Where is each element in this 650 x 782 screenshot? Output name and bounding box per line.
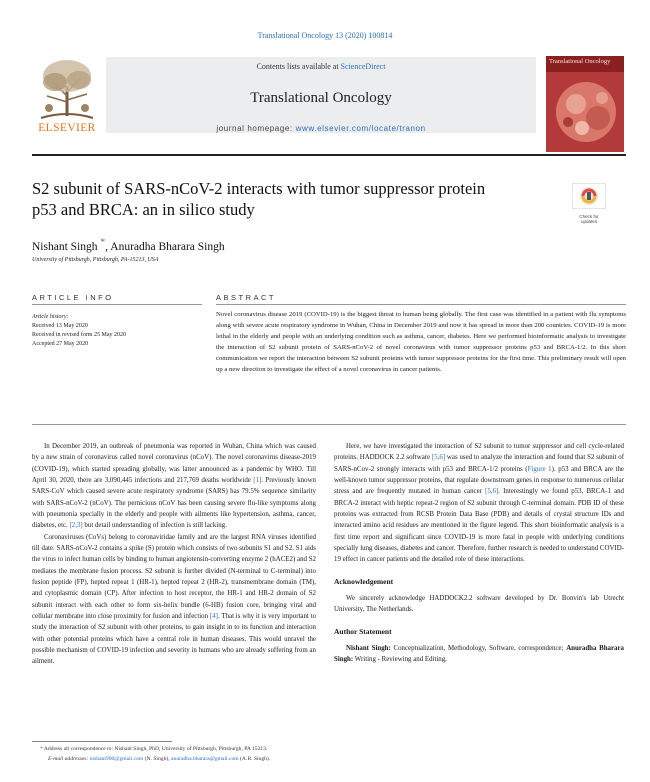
email-label: E-mail addresses:: [48, 756, 89, 762]
email-owner: (N. Singh),: [143, 756, 172, 762]
body-left-column: [32, 441, 316, 668]
author-name[interactable]: Nishant Singh: [32, 240, 98, 253]
correspondence-address: [40, 744, 620, 754]
abstract-text: Novel coronavirus disease 2019 (COVID-19) is the biggest threat to human being globally. The first case was identified in a patient with flu symptoms along with severe acute respiratory syndrome in Wuhan, China in December 2019 and now it has spread in more than 200 countries. COVID-19 is more lethal in the elderly and people with an underlying condition such as asthma, cancer, diabetes. Here we performed bioinformatic analysis to investigate the interaction of S2 subunit protein of SARS-nCoV-2 of novel coronavirus with tumor suppressor proteins p53 and BRCA-1/2. In this short communication we report the interaction between S2 subunit proteins with tumor suppressor proteins for the first time. This preliminary result will open up a new direction to investigate the effect of a novel coronavirus in cancer patients.: [216, 311, 626, 373]
abstract-rule: [216, 304, 626, 305]
homepage-prefix: journal homepage:: [216, 124, 296, 133]
body-text: Here, we have investigated the interaction of S2 subunit to tumor suppressor and cell cycle-related proteins. HADDOCK 2.2 software: [334, 443, 624, 462]
homepage-link[interactable]: www.elsevier.com/locate/tranon: [295, 124, 426, 133]
acknowledgement-heading: Acknowledgement: [334, 576, 394, 586]
citation-link[interactable]: [5,6]: [485, 488, 499, 496]
article-history: [32, 313, 202, 349]
revised-date: Received in revised form 25 May 2020: [32, 332, 126, 338]
citation-link[interactable]: [5,6]: [431, 454, 446, 462]
citation-link[interactable]: [1]: [253, 476, 262, 484]
body-text: . Previously known SARS-CoV which caused severe acute respiratory syndrome (SARS) has 79.5% sequence similarity with SARS-nCoV-2 (nCoV). The pernicious nCoV has been causing severe flu-like symptoms along with pneumonia specially in the elderly and people with ailments like hypertension, asthma, cancer, diabetes, etc.: [32, 476, 316, 530]
body-text: In December 2019, an outbreak of pneumonia was reported in Wuhan, China which was caused by a new strain of coronavirus called novel coronavirus (nCoV). The novel coronavirus disease-2019 (COVID-19), which started spreading globally, was latter announced as a pandemic by WHO. Till April 30, 2020, there are 3,090,445 infections and 217,769 deaths worldwide: [32, 443, 316, 484]
acknowledgement-text: We sincerely acknowledge HADDOCK2.2 software developed by Dr. Bonvin's lab Utrecht University, The Netherlands.: [334, 594, 624, 614]
contributor-name: Nishant Singh:: [346, 644, 391, 652]
body-text: but detail understanding of infection is still lacking.: [82, 522, 227, 530]
contents-prefix: Contents lists available at: [256, 62, 341, 71]
publisher-name[interactable]: ELSEVIER: [38, 122, 96, 134]
contributor-roles: Writing - Reviewing and Editing,: [353, 656, 447, 664]
author-separator: ,: [105, 240, 111, 253]
author-affiliation: University of Pittsburgh, Pittsburgh, PA-15213, USA: [32, 257, 159, 263]
body-paragraph: [32, 441, 316, 532]
address-text: Address all correspondence to: Nishant Singh, PhD, University of Pittsburgh, Pittsburgh, PA 15213.: [42, 746, 268, 752]
body-text: Coronaviruses (CoVs) belong to coronaviridae family and are the largest RNA viruses identified till date. SARS-nCoV-2 contains a spike (S) protein which consists of two subunits S1 and S2. S1 aids the virus to infect human cells by binding to human angiotensin-converting enzyme 2 (hACE2) and S2 mediates the membrane fusion process. S2 subunit is further divided (N-terminal to C-terminal) into fusion peptide (FP), hepted repeat 1 (HR-1), hepted repeat 2 (HR-2), transmembrane domain (TM), and cytoplasmic domain (CP). After infection to host receptor, the HR-1 and HR-2 domain of S2 subunit interact with each other to form six-helix bundle (6-HB) fusion core, bringing viral and cellular membrane into close proximity for fusion and infection: [32, 533, 316, 620]
journal-homepage: [106, 124, 536, 133]
badge-label: Check for updates: [579, 214, 599, 224]
citation-link[interactable]: [2,3]: [69, 522, 83, 530]
body-text: . That is why it is very important to study the interaction of S2 subunit with other proteins, to gain insight in to its function and interaction with other potential proteins which have a central role in human diseases. This would unravel the possible mechanism of COVID-19 infection and severity in humans who are already suffering from an ailment.: [32, 612, 317, 666]
body-right-column: [334, 441, 624, 666]
sciencedirect-link[interactable]: ScienceDirect: [340, 62, 386, 71]
body-paragraph: [334, 441, 624, 566]
figure-link[interactable]: Figure 1: [527, 465, 552, 473]
journal-cover-image[interactable]: [546, 56, 624, 152]
contents-availability: [106, 62, 536, 71]
email-owner: (A.B. Singh).: [238, 756, 271, 762]
accepted-date: Accepted 27 May 2020: [32, 341, 89, 347]
correspondence-footnote: [40, 744, 620, 764]
email-link[interactable]: anuradha.bharara@gmail.com: [171, 756, 239, 762]
body-paragraph: [32, 532, 316, 668]
journal-title: Translational Oncology: [250, 90, 392, 106]
email-link[interactable]: nishant900@gmail.com: [89, 756, 144, 762]
email-line: [40, 754, 620, 764]
article-info-heading: ARTICLE INFO: [32, 293, 114, 302]
body-text: was used to analyze the interaction and found that S2 subunit of SARS-nCov-2 strongly interacts with p53 and BRCA-1/2 proteins (: [334, 454, 625, 473]
body-text: ). p53 and BRCA are the well-known tumor suppressor proteins, that regulate downstream genes in response to numerous cellular stress and are frequently mutated in human cancer: [334, 465, 624, 496]
cover-title: Translational Oncology: [549, 58, 611, 65]
journal-reference[interactable]: Translational Oncology 13 (2020) 100814: [257, 31, 393, 40]
footnote-rule: [32, 741, 172, 742]
info-rule: [32, 304, 202, 305]
author-list: [32, 237, 225, 253]
contributor-roles: Conceptualization, Methodology, Software, correspondence;: [390, 644, 567, 652]
article-title: S2 subunit of SARS-nCoV-2 interacts with tumor suppressor protein p53 and BRCA: an in silico study: [32, 179, 486, 219]
abstract-heading: ABSTRACT: [216, 293, 277, 302]
author-statement-heading: Author Statement: [334, 626, 392, 636]
contributor-name: Anuradha Bharara Singh:: [334, 644, 624, 664]
author-statement-text: [334, 643, 624, 666]
header-rule: [32, 154, 626, 156]
abstract-bottom-rule: [32, 424, 626, 425]
corresponding-author-marker[interactable]: *: [100, 237, 106, 248]
author-name[interactable]: Anuradha Bharara Singh: [110, 240, 225, 253]
body-text: . Interestingly we found p53, BRCA-1 and BRCA-2 interact with heptic repeat-2 region of S2 subunit through C-terminal domain. PDB ID of these proteins was extracted from RCSB Protein Data Base (PDB) and details of crystal structure IDs and interacted amino acid residues are mentioned in the figure legend. This short bioinformatic analysis is a first time report and significant since COVID-19 is more fatal in people with underlying conditions specially lung diseases, diabetes and cancer. Therefore, further research is needed to understand COVID-19 effect in cancer patients and the detailed role of these interactions.: [334, 488, 624, 564]
footnote-marker[interactable]: *: [40, 746, 43, 752]
citation-link[interactable]: [4]: [209, 612, 218, 620]
check-for-updates-badge[interactable]: [572, 183, 606, 223]
history-label: Article history:: [32, 314, 69, 320]
received-date: Received 13 May 2020: [32, 323, 88, 329]
